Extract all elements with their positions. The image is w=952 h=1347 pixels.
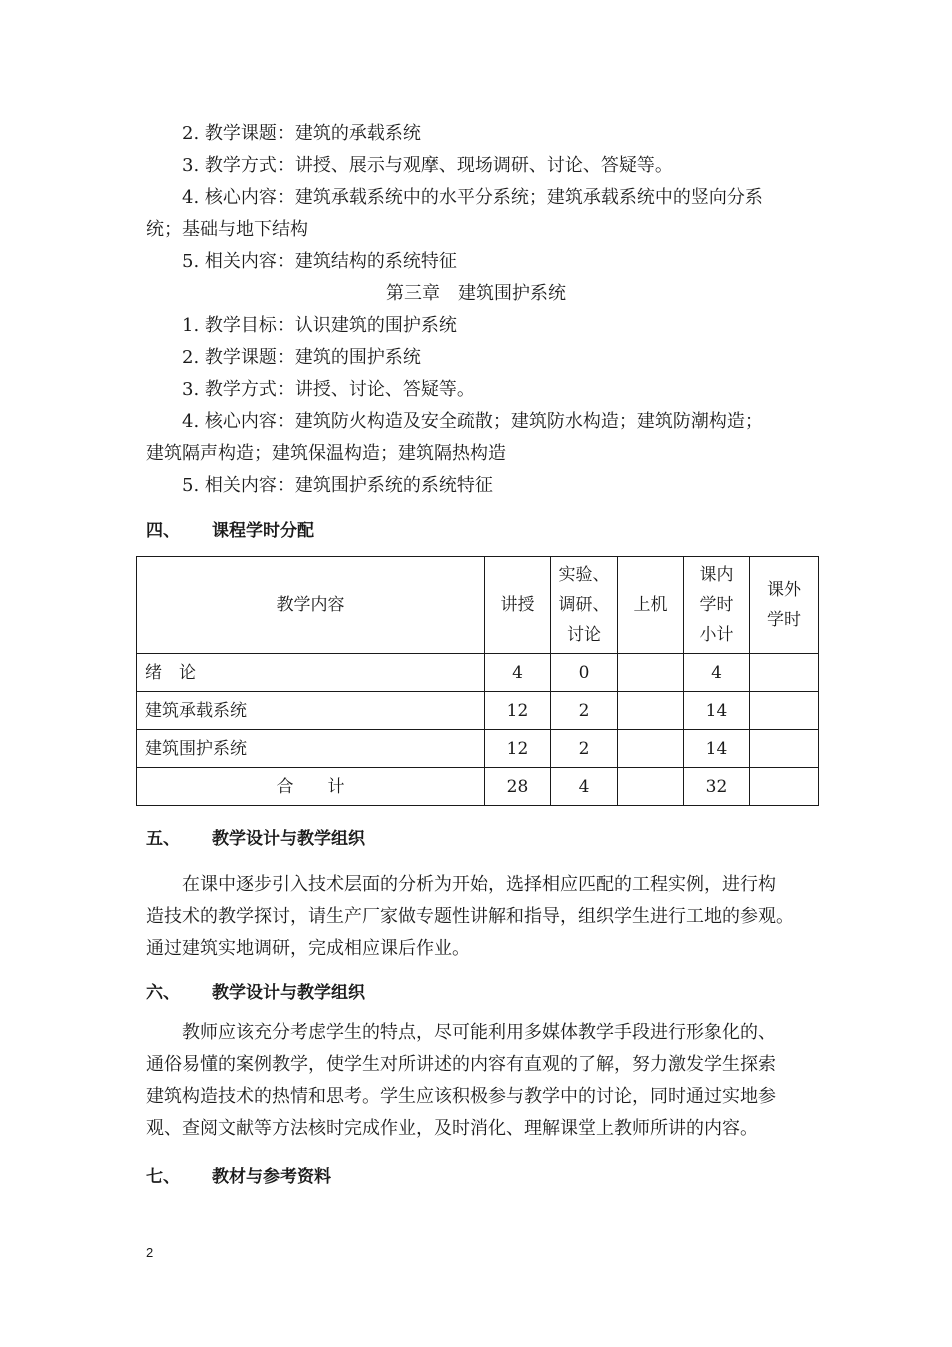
section-5-number: 五、: [146, 829, 180, 849]
cell-outside: [750, 730, 819, 768]
ch2-item-method: 3. 教学方式：讲授、展示与观摩、现场调研、讨论、答疑等。: [182, 155, 673, 176]
section-4-title: 课程学时分配: [212, 521, 314, 541]
cell-subtotal: 4: [684, 654, 750, 692]
cell-experiment: 2: [551, 730, 618, 768]
ch3-item-topic: 2. 教学课题：建筑的围护系统: [182, 347, 421, 368]
cell-total-subtotal: 32: [684, 768, 750, 806]
cell-total-outside: [750, 768, 819, 806]
paragraph-line: 观、查阅文献等方法核时完成作业，及时消化、理解课堂上教师所讲的内容。: [146, 1118, 758, 1139]
page-number: 2: [146, 1245, 154, 1260]
section-4-number: 四、: [146, 521, 180, 541]
paragraph-line: 造技术的教学探讨，请生产厂家做专题性讲解和指导，组织学生进行工地的参观。: [146, 906, 794, 927]
cell-computer: [618, 730, 684, 768]
ch3-item-core-cont: 建筑隔声构造；建筑保温构造；建筑隔热构造: [146, 443, 506, 464]
cell-lecture: 4: [485, 654, 551, 692]
cell-content: 建筑围护系统: [137, 730, 485, 768]
section-7-heading: [146, 1166, 331, 1188]
section-6-heading: [146, 982, 365, 1004]
ch2-item-core: 4. 核心内容：建筑承载系统中的水平分系统；建筑承载系统中的竖向分系: [182, 187, 763, 208]
header-teaching-content: 教学内容: [137, 557, 485, 654]
table-total-row: [137, 768, 819, 806]
paragraph-line: 教师应该充分考虑学生的特点，尽可能利用多媒体教学手段进行形象化的、: [182, 1022, 776, 1043]
ch2-item-core-cont: 统；基础与地下结构: [146, 219, 308, 240]
cell-lecture: 12: [485, 692, 551, 730]
ch2-item-related: 5. 相关内容：建筑结构的系统特征: [182, 251, 457, 272]
cell-experiment: 2: [551, 692, 618, 730]
ch3-item-method: 3. 教学方式：讲授、讨论、答疑等。: [182, 379, 475, 400]
cell-total-experiment: 4: [551, 768, 618, 806]
cell-outside: [750, 654, 819, 692]
paragraph-line: 通过建筑实地调研，完成相应课后作业。: [146, 938, 470, 959]
header-computer: 上机: [618, 557, 684, 654]
cell-subtotal: 14: [684, 730, 750, 768]
table-row: [137, 692, 819, 730]
ch2-item-topic: 2. 教学课题：建筑的承载系统: [182, 123, 421, 144]
chapter-3-title: 第三章 建筑围护系统: [386, 283, 566, 304]
cell-computer: [618, 692, 684, 730]
section-5-title: 教学设计与教学组织: [212, 829, 365, 849]
ch3-item-related: 5. 相关内容：建筑围护系统的系统特征: [182, 475, 493, 496]
table-row: [137, 730, 819, 768]
cell-total-computer: [618, 768, 684, 806]
header-experiment: 实验、 调研、 讨论: [551, 557, 618, 654]
paragraph-line: 在课中逐步引入技术层面的分析为开始，选择相应匹配的工程实例，进行构: [182, 874, 776, 895]
cell-computer: [618, 654, 684, 692]
cell-content: 建筑承载系统: [137, 692, 485, 730]
section-6-title: 教学设计与教学组织: [212, 983, 365, 1003]
header-outside-hours: 课外 学时: [750, 557, 819, 654]
table-header-row: [137, 557, 819, 654]
paragraph-line: 通俗易懂的案例教学，使学生对所讲述的内容有直观的了解，努力激发学生探索: [146, 1054, 776, 1075]
course-hours-table: [136, 556, 819, 806]
ch3-item-goal: 1. 教学目标：认识建筑的围护系统: [182, 315, 457, 336]
header-lecture: 讲授: [485, 557, 551, 654]
cell-content: 绪 论: [137, 654, 485, 692]
section-6-paragraph: [146, 1017, 810, 1145]
paragraph-line: 建筑构造技术的热情和思考。学生应该积极参与教学中的讨论，同时通过实地参: [146, 1086, 776, 1107]
cell-lecture: 12: [485, 730, 551, 768]
cell-subtotal: 14: [684, 692, 750, 730]
section-4-heading: [146, 520, 314, 542]
section-7-title: 教材与参考资料: [212, 1167, 331, 1187]
section-6-number: 六、: [146, 983, 180, 1003]
cell-total-label: 合 计: [137, 768, 485, 806]
cell-experiment: 0: [551, 654, 618, 692]
table-row: [137, 654, 819, 692]
header-in-class-subtotal: 课内 学时 小计: [684, 557, 750, 654]
cell-outside: [750, 692, 819, 730]
section-7-number: 七、: [146, 1167, 180, 1187]
section-5-heading: [146, 828, 365, 850]
ch3-item-core: 4. 核心内容：建筑防火构造及安全疏散；建筑防水构造；建筑防潮构造；: [182, 411, 763, 432]
cell-total-lecture: 28: [485, 768, 551, 806]
section-5-paragraph: [146, 869, 810, 965]
